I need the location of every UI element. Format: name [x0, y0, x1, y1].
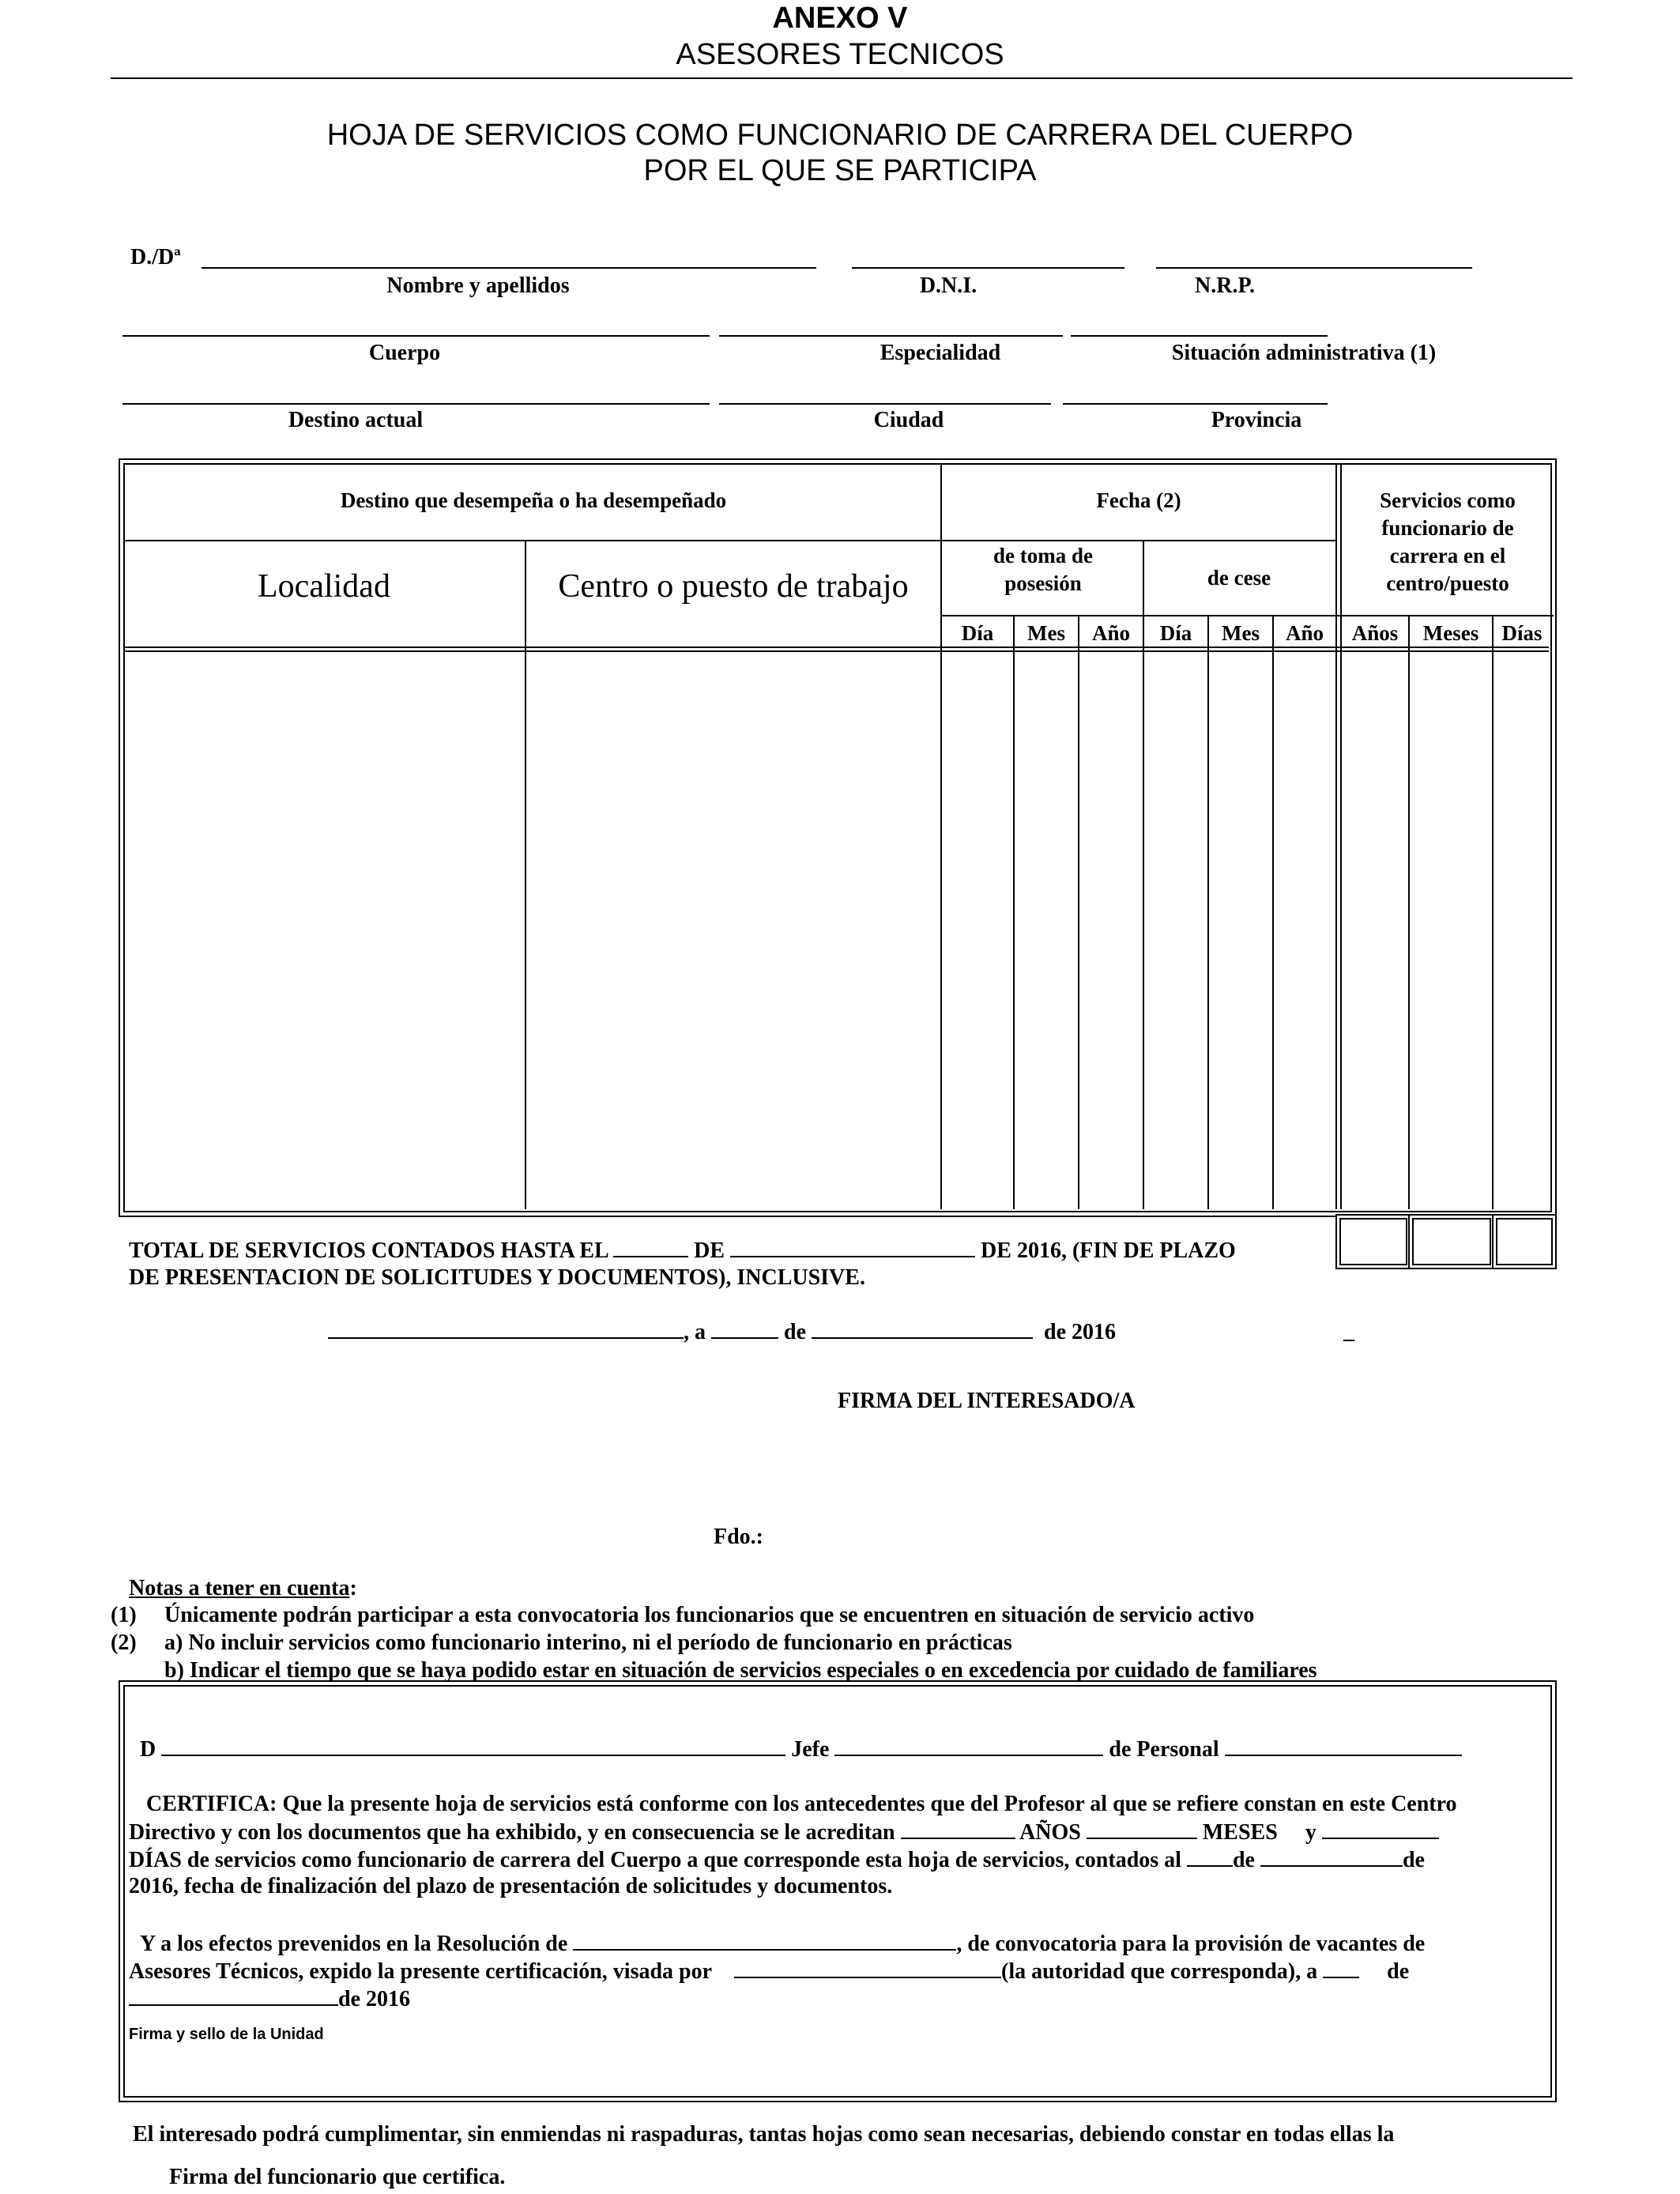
total-day-field[interactable]	[613, 1237, 688, 1257]
cert-name-field[interactable]	[161, 1736, 785, 1756]
provincia-label: Provincia	[1211, 408, 1302, 432]
total-line2: DE PRESENTACION DE SOLICITUDES Y DOCUMENTOS), INCLUSIVE.	[129, 1265, 865, 1290]
stray-underscore: _	[1343, 1319, 1354, 1344]
cert-final-date-field[interactable]	[129, 1985, 338, 2006]
centro-header: Centro o puesto de trabajo	[558, 568, 909, 605]
cert-date-day-field[interactable]	[1187, 1846, 1233, 1867]
ano-col-1: Año	[1091, 621, 1130, 645]
cuerpo-label: Cuerpo	[368, 341, 441, 365]
servicios-header: Servicios como funcionario de carrera en el centro/puesto	[1380, 488, 1516, 595]
notes-title: Notas a tener en cuenta:	[129, 1576, 357, 1600]
situacion-field[interactable]	[1071, 335, 1328, 337]
cert-visada-field[interactable]	[734, 1958, 1001, 1978]
cert-p1-line1: CERTIFICA: Que la presente hoja de servicios está conforme con los antecedentes que del Profesor al que se refiere constan en este Centro	[146, 1792, 1457, 1816]
cert-dias-field[interactable]	[1322, 1819, 1439, 1839]
cert-p2-line2: Asesores Técnicos, expido la presente certificación, visada por (la autoridad que corresponda), a de	[129, 1959, 1410, 1984]
firma-interesado: FIRMA DEL INTERESADO/A	[838, 1389, 1136, 1413]
total-line1: TOTAL DE SERVICIOS CONTADOS HASTA EL DE DE 2016, (FIN DE PLAZO	[129, 1238, 1236, 1263]
cert-resolucion-field[interactable]	[573, 1930, 956, 1951]
ciudad-label: Ciudad	[873, 408, 944, 432]
seal-label: Firma y sello de la Unidad	[129, 2026, 324, 2043]
dia-col-1: Día	[961, 621, 994, 645]
dia-col-2: Día	[1159, 621, 1192, 645]
note-1-num: (1)	[111, 1603, 137, 1627]
total-dias-box[interactable]	[1492, 1214, 1557, 1269]
nombre-label: Nombre y apellidos	[386, 273, 570, 298]
page-title-line2: POR EL QUE SE PARTICIPA	[643, 154, 1037, 187]
fecha-header: Fecha (2)	[1096, 488, 1181, 512]
cuerpo-field[interactable]	[122, 335, 710, 337]
nombre-field[interactable]	[202, 267, 816, 269]
cert-a-field[interactable]	[1323, 1958, 1359, 1978]
meses-col: Meses	[1422, 621, 1479, 645]
fdo-label: Fdo.:	[714, 1525, 763, 1549]
cert-jefe-field[interactable]	[834, 1736, 1103, 1756]
cert-p1-line3: DÍAS de servicios como funcionario de carrera del Cuerpo a que corresponde esta hoja de servicios, contados al de de	[129, 1848, 1425, 1872]
nrp-field[interactable]	[1156, 267, 1472, 269]
ano-col-2: Año	[1285, 621, 1324, 645]
date-month-field[interactable]	[812, 1318, 1033, 1339]
place-field[interactable]	[328, 1318, 684, 1339]
cert-meses-field[interactable]	[1087, 1819, 1197, 1839]
total-meses-box[interactable]	[1408, 1214, 1495, 1269]
dni-label: D.N.I.	[919, 273, 977, 298]
anos-col: Años	[1351, 621, 1399, 645]
toma-posesion-header: de toma de posesión	[993, 544, 1093, 595]
cert-anos-field[interactable]	[901, 1819, 1015, 1839]
total-month-field[interactable]	[730, 1237, 975, 1257]
destino-header: Destino que desempeña o ha desempeñado	[340, 488, 727, 512]
cert-p2-line3: de 2016	[129, 1985, 410, 2013]
cert-p1-line4: 2016, fecha de finalización del plazo de presentación de solicitudes y documentos.	[129, 1874, 893, 1898]
situacion-label: Situación administrativa (1)	[1171, 341, 1437, 365]
place-date-line: , a de de 2016	[328, 1318, 1116, 1346]
cert-personal-field[interactable]	[1225, 1736, 1462, 1756]
page-title-line1: HOJA DE SERVICIOS COMO FUNCIONARIO DE CARRERA DEL CUERPO	[326, 119, 1354, 152]
note-2a: a) No incluir servicios como funcionario interino, ni el período de funcionario en prácticas	[164, 1630, 1012, 1655]
name-prefix: D./Dª	[130, 245, 181, 270]
cert-date-month-field[interactable]	[1260, 1846, 1403, 1867]
footer-line1: El interesado podrá cumplimentar, sin enmiendas ni raspaduras, tantas hojas como sean necesarias, debiendo constar en todas ellas la	[133, 2122, 1395, 2147]
dni-field[interactable]	[852, 267, 1124, 269]
localidad-header: Localidad	[258, 568, 390, 605]
footer-line2: Firma del funcionario que certifica.	[169, 2165, 506, 2189]
total-anos-box[interactable]	[1335, 1214, 1411, 1269]
mes-col-1: Mes	[1027, 621, 1065, 645]
cert-p1-line2: Directivo y con los documentos que ha exhibido, y en consecuencia se le acreditan AÑOS MESES y	[129, 1819, 1439, 1846]
date-day-field[interactable]	[711, 1318, 778, 1339]
especialidad-field[interactable]	[719, 335, 1063, 337]
cert-p2-line1: Y a los efectos prevenidos en la Resolución de , de convocatoria para la provisión de vacantes de	[140, 1932, 1426, 1956]
mes-col-2: Mes	[1222, 621, 1260, 645]
cert-header-line: D Jefe de Personal	[140, 1736, 1462, 1763]
provincia-field[interactable]	[1063, 403, 1328, 405]
destino-field[interactable]	[122, 403, 710, 405]
annex-subtitle: ASESORES TECNICOS	[676, 38, 1004, 71]
destino-label: Destino actual	[288, 408, 424, 432]
especialidad-label: Especialidad	[880, 341, 1001, 365]
note-2b: b) Indicar el tiempo que se haya podido estar en situación de servicios especiales o en excedencia por cuidado de familiares	[164, 1658, 1317, 1683]
cese-header: de cese	[1207, 566, 1271, 590]
note-2-num: (2)	[111, 1630, 137, 1655]
header-divider	[111, 77, 1573, 79]
ciudad-field[interactable]	[719, 403, 1051, 405]
nrp-label: N.R.P.	[1195, 273, 1255, 298]
note-1: Únicamente podrán participar a esta convocatoria los funcionarios que se encuentren en situación de servicio activo	[164, 1603, 1255, 1627]
annex-title: ANEXO V	[772, 2, 908, 35]
dias-col: Días	[1501, 621, 1543, 645]
